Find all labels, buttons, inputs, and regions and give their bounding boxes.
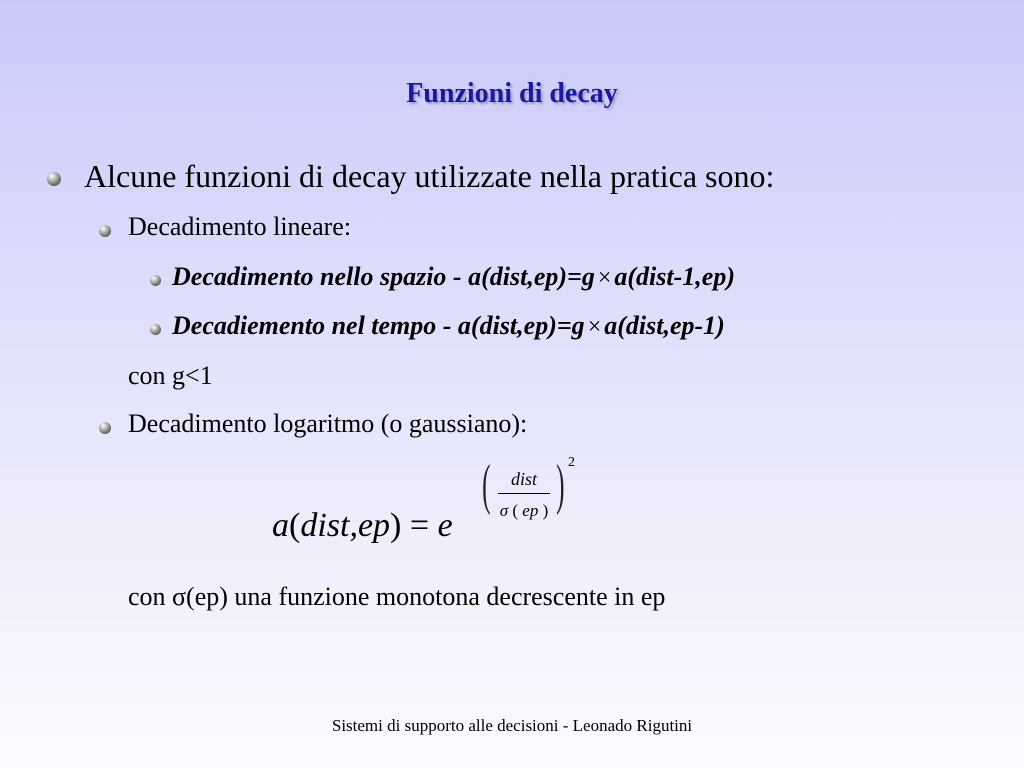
bullet-icon	[99, 422, 111, 434]
times-symbol: ×	[587, 314, 602, 340]
times-symbol: ×	[597, 265, 612, 291]
time-decay-rhs: a(dist,ep-1)	[604, 311, 725, 340]
log-decay-label: Decadimento logaritmo (o gaussiano):	[128, 409, 528, 438]
formula-base: e	[437, 507, 453, 544]
bullet-icon	[150, 324, 161, 335]
exponent-left-paren: (	[482, 454, 491, 516]
exponent-numerator: dist	[510, 469, 537, 489]
formula-lhs: a(dist,ep) = e	[272, 507, 453, 544]
bullet-icon	[99, 225, 111, 237]
space-decay-rhs: a(dist-1,ep)	[614, 262, 735, 291]
slide-footer: Sistemi di supporto alle decisioni - Leonado Rigutini	[331, 716, 693, 735]
space-decay-lhs: Decadimento nello spazio - a(dist,ep)=g	[172, 262, 595, 291]
exponent-denominator: σ ( ep )	[499, 501, 549, 520]
time-decay-lhs: Decadiemento nel tempo - a(dist,ep)=g	[172, 311, 585, 340]
fraction-bar	[498, 493, 550, 494]
main-bullet-text: Alcune funzioni di decay utilizzate nella pratica sono:	[84, 158, 775, 194]
formula-a: a	[272, 507, 289, 544]
time-decay-formula	[172, 311, 725, 341]
denominator-arg: ep	[522, 501, 539, 520]
gaussian-decay-formula	[272, 455, 612, 555]
bullet-icon	[47, 172, 61, 186]
sigma-note: con σ(ep) una funzione monotona decrescente in ep	[128, 582, 666, 611]
exponent-right-paren: )	[556, 454, 565, 516]
slide-title: Funzioni di decay	[406, 78, 618, 109]
bullet-icon	[150, 275, 161, 286]
formula-equals: =	[409, 507, 430, 544]
linear-condition: con g<1	[128, 361, 213, 390]
exponent-power: 2	[568, 455, 575, 470]
denominator-sigma: σ	[499, 501, 509, 520]
linear-decay-label: Decadimento lineare:	[128, 212, 352, 241]
formula-args: dist,ep	[300, 507, 391, 544]
space-decay-formula	[172, 262, 735, 292]
